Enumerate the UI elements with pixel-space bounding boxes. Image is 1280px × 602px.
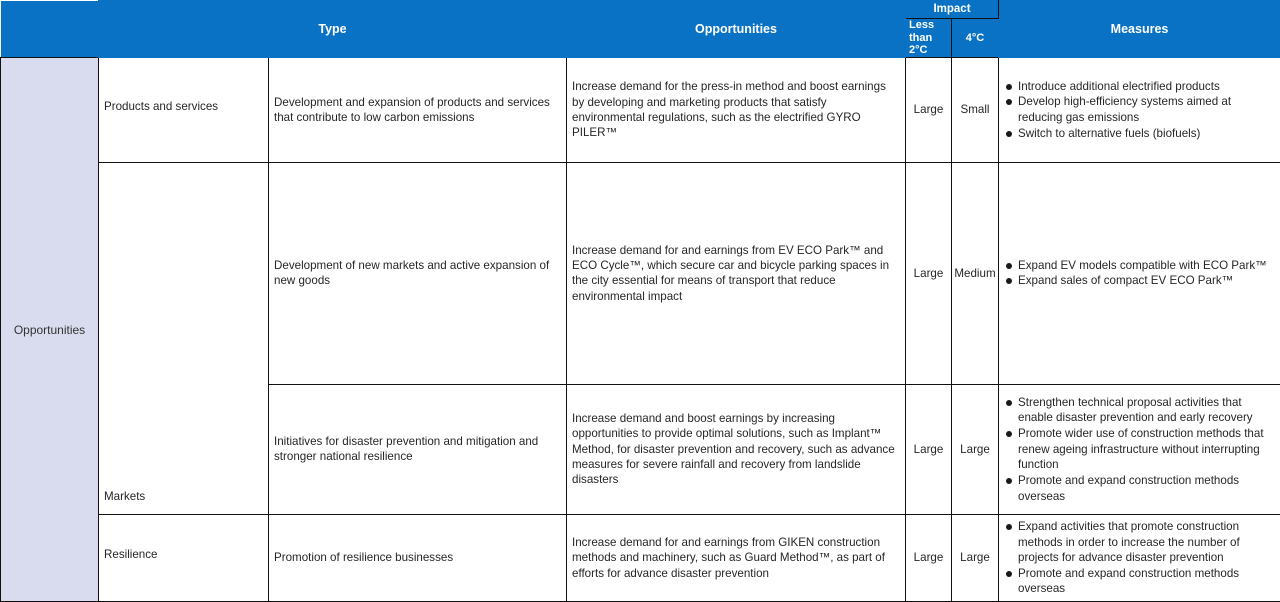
impact-4c-value: Large — [952, 384, 999, 514]
type-major-markets: Markets — [99, 162, 269, 514]
impact-less-than-2c-value: Large — [906, 57, 952, 162]
opportunity-description: Increase demand for and earnings from GIKEN construction methods and machinery, such as Guard Method™, as part of efforts for advance disaster prevention — [567, 514, 906, 601]
type-major-resilience: Resilience — [99, 514, 269, 601]
list-item: Strengthen technical proposal activities that enable disaster prevention and early recovery — [1005, 395, 1276, 426]
list-item: Expand EV models compatible with ECO Park™ — [1005, 258, 1276, 274]
measures-cell — [999, 162, 1280, 384]
impact-4c-value: Small — [952, 57, 999, 162]
list-item: Expand activities that promote construction methods in order to increase the number of projects for advance disaster prevention — [1005, 519, 1276, 566]
list-item: Switch to alternative fuels (biofuels) — [1005, 126, 1276, 142]
header-impact-4c: 4°C — [952, 19, 999, 58]
type-detail: Initiatives for disaster prevention and mitigation and stronger national resilience — [269, 384, 567, 514]
list-item: Develop high-efficiency systems aimed at reducing gas emissions — [1005, 94, 1276, 125]
list-item: Promote and expand construction methods overseas — [1005, 566, 1276, 597]
header-type: Type — [99, 1, 567, 58]
opportunity-description: Increase demand for and earnings from EV ECO Park™ and ECO Cycle™, which secure car and bicycle parking spaces in the city essential for means of transport that reduce environmental impact — [567, 162, 906, 384]
measures-list — [1005, 79, 1276, 142]
measures-list — [1005, 258, 1276, 289]
measures-cell — [999, 57, 1280, 162]
header-impact-less-than-2c: Less than 2°C — [906, 19, 952, 58]
impact-4c-value: Large — [952, 514, 999, 601]
type-major-products-and-services: Products and services — [99, 57, 269, 162]
impact-less-than-2c-value: Large — [906, 162, 952, 384]
list-item: Expand sales of compact EV ECO Park™ — [1005, 273, 1276, 289]
header-measures: Measures — [999, 1, 1280, 58]
opportunity-description: Increase demand for the press-in method and boost earnings by developing and marketing products that satisfy environmental regulations, such as the electrified GYRO PILER™ — [567, 57, 906, 162]
table-row — [1, 514, 1280, 601]
list-item: Promote and expand construction methods overseas — [1005, 473, 1276, 504]
list-item: Introduce additional electrified products — [1005, 79, 1276, 95]
header-row-top — [1, 1, 1280, 19]
measures-list — [1005, 395, 1276, 504]
measures-cell — [999, 384, 1280, 514]
header-impact: Impact — [906, 1, 999, 19]
header-category-blank — [1, 1, 99, 58]
table-row — [1, 57, 1280, 162]
type-detail: Development and expansion of products and services that contribute to low carbon emissions — [269, 57, 567, 162]
table-header — [1, 1, 1280, 58]
impact-less-than-2c-value: Large — [906, 514, 952, 601]
header-opportunities: Opportunities — [567, 1, 906, 58]
table-body — [1, 57, 1280, 601]
opportunity-description: Increase demand and boost earnings by increasing opportunities to provide optimal solutions, such as Implant™ Method, for disaster prevention and recovery, such as advance measures for severe rainfall and recovery from landslide disasters — [567, 384, 906, 514]
type-detail: Promotion of resilience businesses — [269, 514, 567, 601]
measures-list — [1005, 519, 1276, 597]
impact-less-than-2c-value: Large — [906, 384, 952, 514]
measures-cell — [999, 514, 1280, 601]
table-row — [1, 162, 1280, 384]
impact-4c-value: Medium — [952, 162, 999, 384]
type-detail: Development of new markets and active expansion of new goods — [269, 162, 567, 384]
category-opportunities: Opportunities — [1, 57, 99, 601]
list-item: Promote wider use of construction methods that renew ageing infrastructure without interrupting function — [1005, 426, 1276, 473]
